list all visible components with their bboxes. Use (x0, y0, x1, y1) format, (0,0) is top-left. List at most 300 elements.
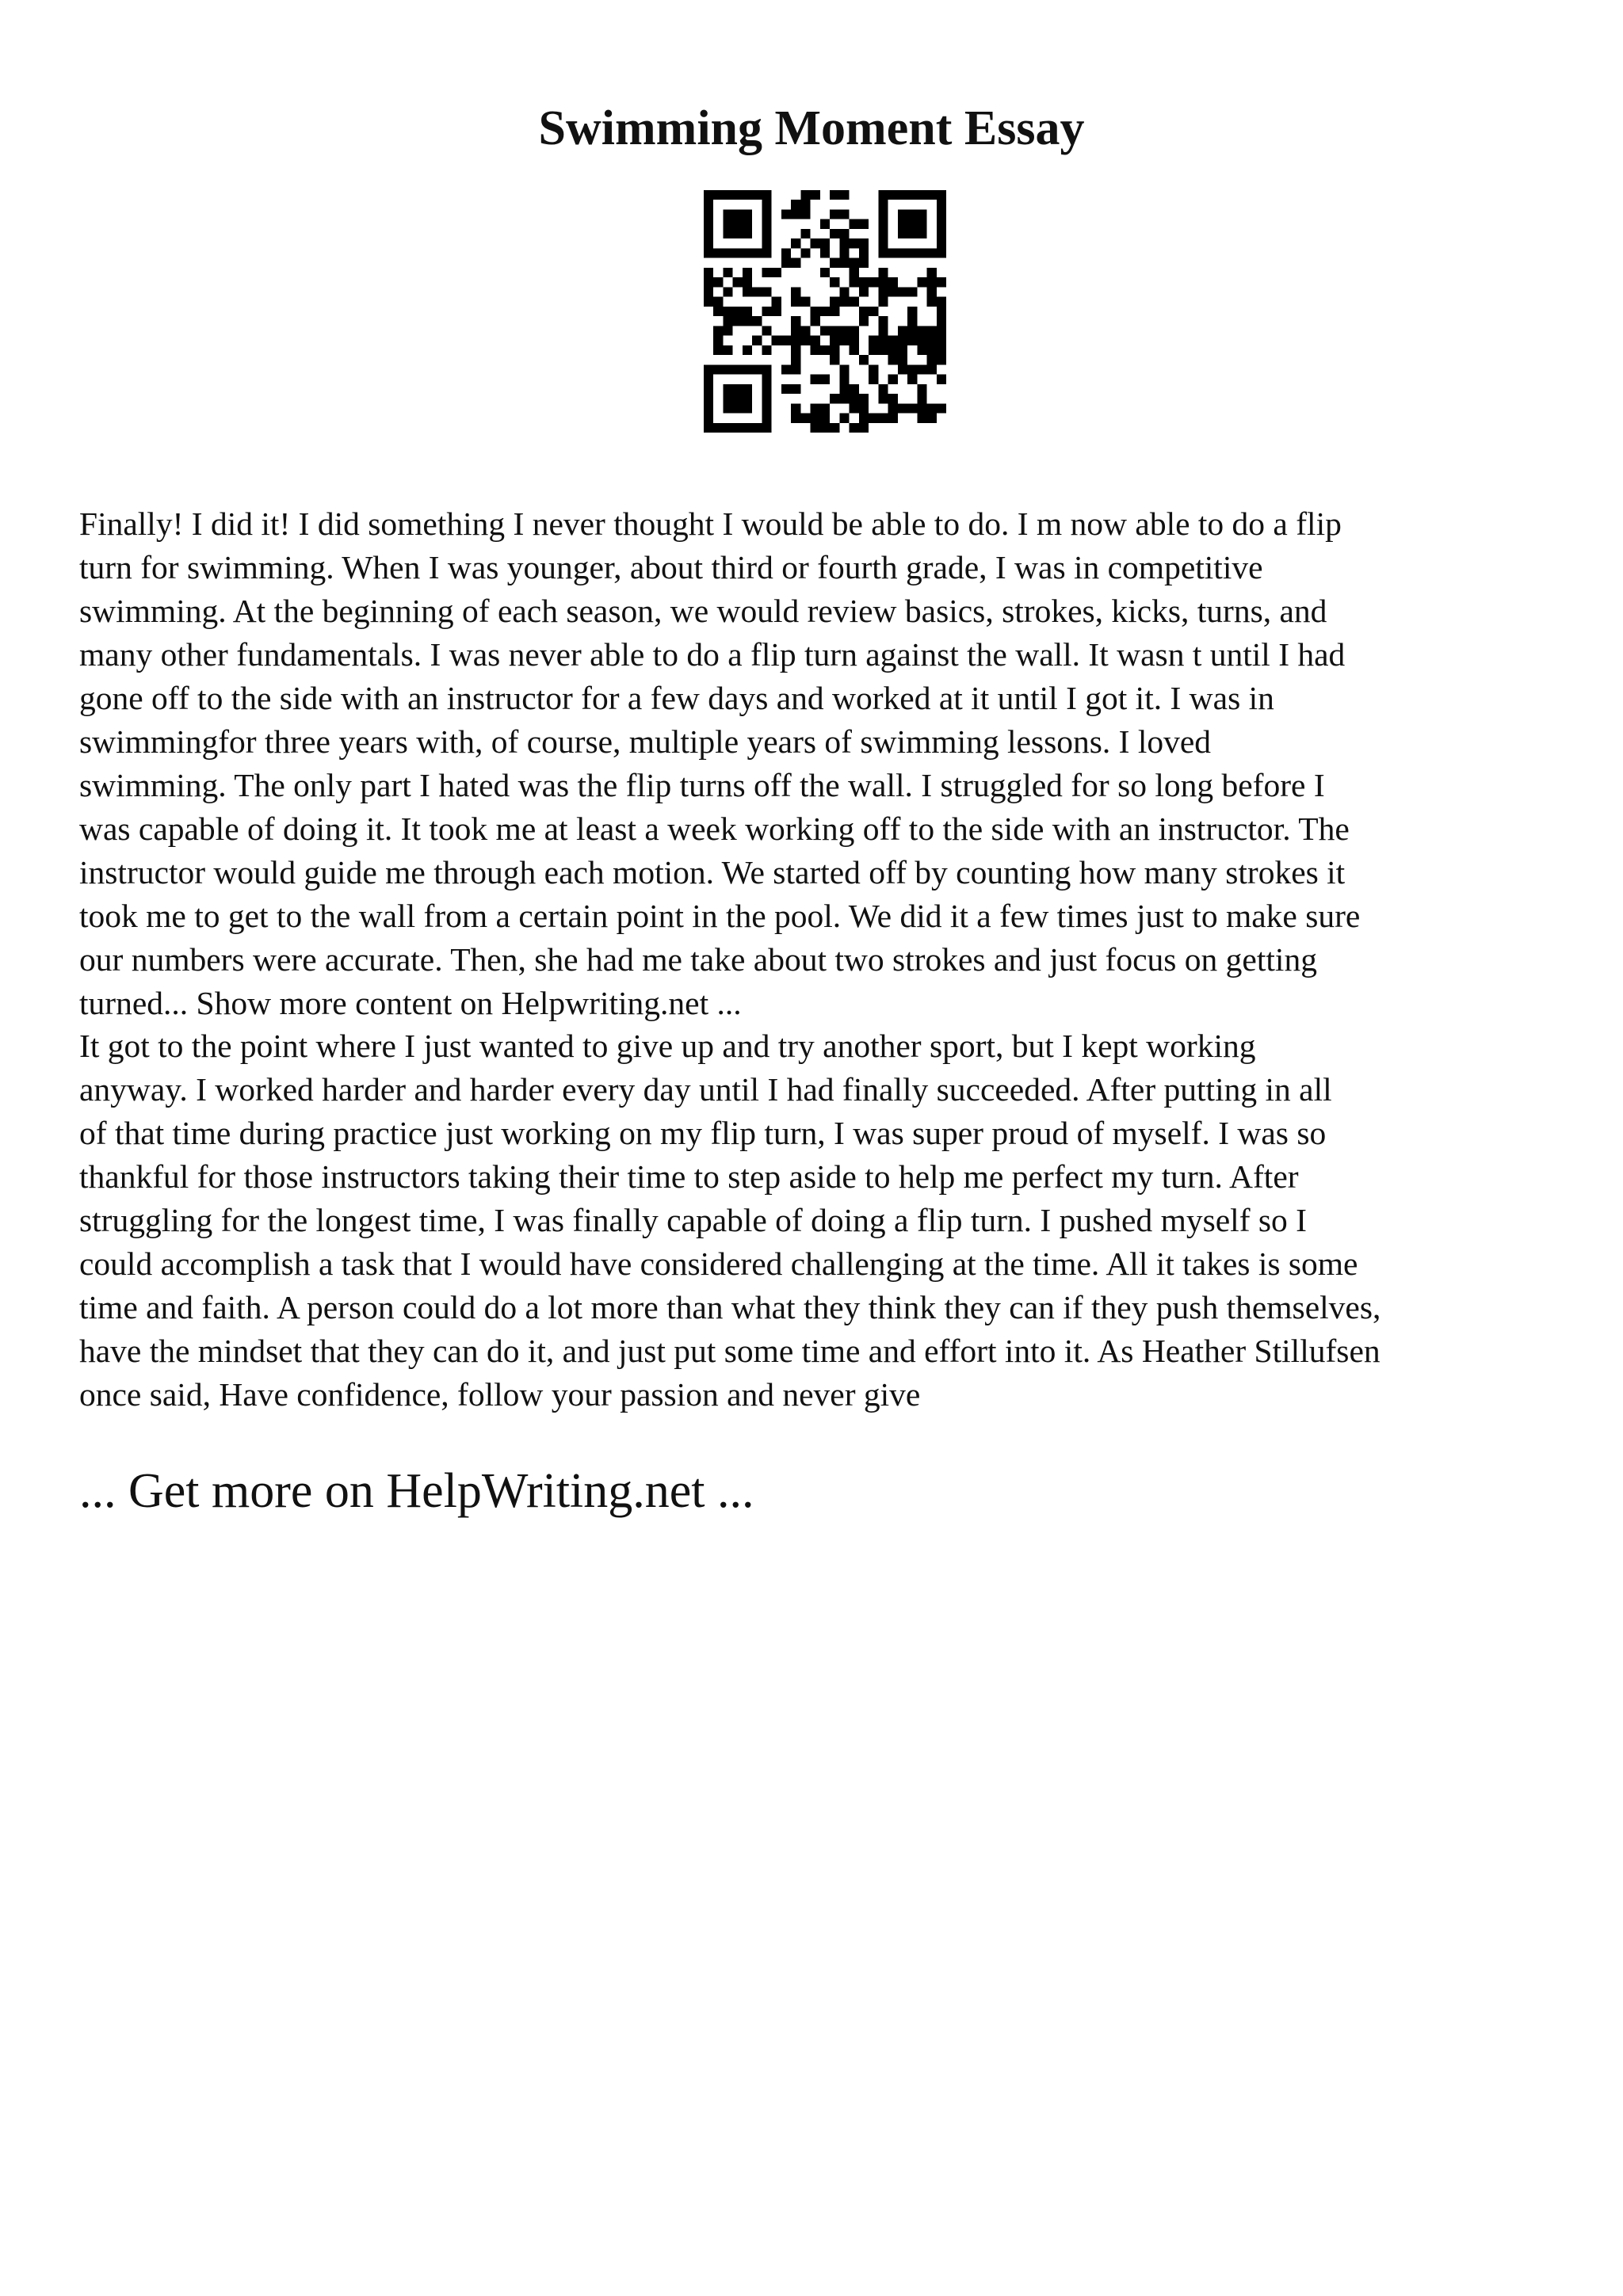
qr-module (811, 423, 820, 433)
qr-module (704, 219, 713, 229)
qr-module (762, 423, 771, 433)
qr-module (820, 307, 830, 316)
essay-paragraph-1 (79, 502, 1561, 1025)
qr-module (772, 268, 781, 277)
qr-module (859, 248, 869, 257)
qr-module (820, 345, 830, 355)
qr-module (733, 248, 743, 257)
qr-module (723, 345, 732, 355)
qr-module (898, 403, 907, 413)
qr-module (713, 190, 723, 200)
qr-module (811, 345, 820, 355)
qr-module (762, 307, 771, 316)
qr-module (850, 423, 859, 433)
qr-module (878, 268, 888, 277)
qr-module (917, 219, 926, 229)
qr-module (917, 364, 926, 374)
qr-module (888, 190, 898, 200)
qr-module (704, 375, 713, 384)
qr-module (839, 229, 849, 238)
qr-module (850, 238, 859, 248)
qr-module (937, 277, 946, 287)
qr-module (704, 238, 713, 248)
qr-module (800, 326, 810, 335)
qr-module (850, 384, 859, 394)
qr-module (791, 364, 800, 374)
qr-module (917, 229, 926, 238)
qr-module (927, 336, 937, 345)
paragraph-line: many other fundamentals. I was never able to do a flip turn against the wall. It wasn t until I had (79, 636, 1346, 673)
qr-module (743, 219, 752, 229)
qr-module (878, 209, 888, 219)
qr-module (888, 287, 898, 296)
qr-module (878, 219, 888, 229)
qr-module (839, 375, 849, 384)
qr-module (937, 345, 946, 355)
qr-module (762, 403, 771, 413)
qr-module (898, 355, 907, 364)
qr-module (704, 364, 713, 374)
qr-module (859, 355, 869, 364)
paragraph-line: have the mindset that they can do it, and just put some time and effort into it. As Heather Stillufsen (79, 1333, 1381, 1369)
qr-module (733, 190, 743, 200)
qr-module (869, 345, 878, 355)
qr-module (723, 190, 732, 200)
qr-module (752, 423, 762, 433)
qr-module (752, 248, 762, 257)
qr-module (772, 297, 781, 307)
qr-module (791, 326, 800, 335)
qr-module (713, 297, 723, 307)
qr-module (811, 414, 820, 423)
qr-module (800, 209, 810, 219)
qr-module (898, 326, 907, 335)
qr-module (743, 287, 752, 296)
qr-module (723, 423, 732, 433)
qr-module (937, 248, 946, 257)
qr-module (800, 190, 810, 200)
qr-module (839, 364, 849, 374)
qr-module (917, 277, 926, 287)
qr-module (907, 326, 917, 335)
qr-module (839, 287, 849, 296)
qr-module (927, 364, 937, 374)
qr-module (743, 316, 752, 326)
qr-module (869, 375, 878, 384)
qr-module (859, 403, 869, 413)
qr-module (917, 209, 926, 219)
qr-module (723, 326, 732, 335)
qr-module (830, 355, 839, 364)
qr-module (937, 229, 946, 238)
qr-module (733, 394, 743, 403)
qr-module (733, 384, 743, 394)
paragraph-line: Finally! I did it! I did something I never thought I would be able to do. I m now able to do a flip (79, 505, 1342, 542)
qr-module (781, 258, 791, 268)
qr-module (704, 423, 713, 433)
qr-module (713, 248, 723, 257)
qr-module (869, 364, 878, 374)
paragraph-line: struggling for the longest time, I was finally capable of doing a flip turn. I pushed myself so I (79, 1202, 1307, 1238)
paragraph-line: was capable of doing it. It took me at least a week working off to the side with an instructor. The (79, 810, 1350, 847)
qr-module (937, 375, 946, 384)
qr-module (723, 209, 732, 219)
qr-module (830, 209, 839, 219)
qr-module (713, 336, 723, 345)
qr-module (850, 258, 859, 268)
paragraph-line: our numbers were accurate. Then, she had me take about two strokes and just focus on getting (79, 941, 1317, 978)
qr-module (907, 316, 917, 326)
paragraph-line: instructor would guide me through each motion. We started off by counting how many strokes it (79, 854, 1346, 891)
qr-module (723, 307, 732, 316)
qr-module (830, 229, 839, 238)
qr-module (820, 219, 830, 229)
qr-module (927, 297, 937, 307)
qr-module (791, 238, 800, 248)
qr-module (927, 345, 937, 355)
qr-module (791, 316, 800, 326)
qr-module (772, 307, 781, 316)
qr-module (791, 403, 800, 413)
qr-module (733, 277, 743, 287)
qr-module (869, 307, 878, 316)
qr-module (820, 375, 830, 384)
qr-module (762, 238, 771, 248)
qr-module (713, 277, 723, 287)
qr-module (869, 336, 878, 345)
qr-module (743, 364, 752, 374)
qr-module (762, 229, 771, 238)
qr-module (713, 423, 723, 433)
qr-module (762, 219, 771, 229)
qr-module (723, 384, 732, 394)
qr-module (762, 414, 771, 423)
qr-module (743, 268, 752, 277)
qr-module (859, 394, 869, 403)
qr-module (743, 394, 752, 403)
paragraph-line: could accomplish a task that I would have considered challenging at the time. All it takes is some (79, 1245, 1358, 1282)
qr-module (907, 307, 917, 316)
qr-module (704, 229, 713, 238)
qr-module (898, 190, 907, 200)
qr-module (830, 394, 839, 403)
essay-paragraph-2 (79, 1024, 1561, 1417)
qr-module (762, 375, 771, 384)
qr-module (733, 423, 743, 433)
qr-module (830, 190, 839, 200)
qr-module (888, 394, 898, 403)
qr-module (878, 297, 888, 307)
qr-module (839, 394, 849, 403)
qr-module (723, 229, 732, 238)
qr-module (917, 248, 926, 257)
qr-module (839, 258, 849, 268)
qr-module (762, 326, 771, 335)
get-more-link[interactable]: ... Get more on HelpWriting.net ... (79, 1464, 754, 1518)
paragraph-line: took me to get to the wall from a certain point in the pool. We did it a few times just to make sure (79, 898, 1361, 934)
qr-module (917, 414, 926, 423)
qr-module (752, 336, 762, 345)
qr-module (907, 287, 917, 296)
qr-module (839, 190, 849, 200)
qr-module (878, 336, 888, 345)
qr-module (811, 316, 820, 326)
qr-module (704, 297, 713, 307)
qr-module (811, 375, 820, 384)
qr-module (898, 364, 907, 374)
qr-module (859, 287, 869, 296)
qr-module (888, 345, 898, 355)
qr-module (704, 287, 713, 296)
qr-module (704, 190, 713, 200)
qr-module (820, 414, 830, 423)
qr-module (917, 394, 926, 403)
qr-module (888, 248, 898, 257)
qr-module (927, 268, 937, 277)
qr-module (839, 326, 849, 335)
qr-module (800, 336, 810, 345)
qr-module (723, 287, 732, 296)
qr-module (704, 403, 713, 413)
paragraph-line: It got to the point where I just wanted to give up and try another sport, but I kept working (79, 1028, 1256, 1064)
qr-module (927, 326, 937, 335)
qr-module (762, 200, 771, 209)
qr-module (898, 336, 907, 345)
qr-module (937, 326, 946, 335)
qr-module (859, 423, 869, 433)
qr-module (820, 326, 830, 335)
qr-code-icon (704, 190, 946, 433)
qr-module (927, 414, 937, 423)
qr-module (917, 336, 926, 345)
qr-module (781, 209, 791, 219)
qr-module (898, 287, 907, 296)
qr-module (811, 336, 820, 345)
qr-module (839, 414, 849, 423)
qr-module (713, 326, 723, 335)
qr-module (811, 307, 820, 316)
qr-module (791, 287, 800, 296)
qr-module (927, 190, 937, 200)
qr-module (907, 364, 917, 374)
paragraph-line: swimming. At the beginning of each season, we would review basics, strokes, kicks, turns, and (79, 593, 1327, 629)
qr-module (907, 375, 917, 384)
qr-module (888, 403, 898, 413)
qr-module (878, 190, 888, 200)
paragraph-line: swimming. The only part I hated was the flip turns off the wall. I struggled for so long before I (79, 767, 1325, 803)
qr-module (820, 238, 830, 248)
qr-module (839, 384, 849, 394)
qr-module (850, 403, 859, 413)
qr-module (723, 219, 732, 229)
qr-module (937, 219, 946, 229)
qr-module (704, 394, 713, 403)
qr-module (937, 316, 946, 326)
qr-module (733, 316, 743, 326)
qr-module (898, 345, 907, 355)
qr-module (878, 238, 888, 248)
qr-module (839, 336, 849, 345)
qr-module (830, 336, 839, 345)
qr-module (878, 345, 888, 355)
qr-module (839, 209, 849, 219)
qr-module (907, 403, 917, 413)
qr-module (937, 209, 946, 219)
qr-module (859, 277, 869, 287)
qr-module (927, 248, 937, 257)
qr-module (927, 277, 937, 287)
qr-module (830, 345, 839, 355)
qr-module (878, 200, 888, 209)
qr-module (752, 364, 762, 374)
qr-module (743, 248, 752, 257)
qr-module (723, 316, 732, 326)
qr-module (850, 345, 859, 355)
qr-module (762, 287, 771, 296)
qr-module (800, 229, 810, 238)
document-title: Swimming Moment Essay (538, 101, 1085, 155)
qr-module (927, 287, 937, 296)
qr-module (743, 277, 752, 287)
qr-module (888, 414, 898, 423)
qr-module (781, 248, 791, 257)
qr-module (733, 229, 743, 238)
qr-module (859, 307, 869, 316)
qr-module (878, 394, 888, 403)
qr-module (791, 209, 800, 219)
qr-module (743, 209, 752, 219)
qr-module (704, 277, 713, 287)
qr-module (733, 209, 743, 219)
qr-module (733, 307, 743, 316)
qr-module (830, 307, 839, 316)
paragraph-line: thankful for those instructors taking their time to step aside to help me perfect my turn. After (79, 1158, 1299, 1195)
qr-module (830, 258, 839, 268)
qr-module (713, 307, 723, 316)
qr-module (869, 277, 878, 287)
qr-module (850, 277, 859, 287)
qr-module (800, 200, 810, 209)
qr-module (937, 403, 946, 413)
qr-module (781, 364, 791, 374)
qr-module (830, 326, 839, 335)
qr-module (723, 403, 732, 413)
qr-module (907, 248, 917, 257)
qr-module (859, 414, 869, 423)
qr-module (800, 248, 810, 257)
qr-module (723, 268, 732, 277)
qr-module (762, 248, 771, 257)
qr-module (898, 229, 907, 238)
qr-module (743, 229, 752, 238)
paragraph-line: time and faith. A person could do a lot more than what they think they can if they push themselves, (79, 1289, 1381, 1325)
qr-module (907, 336, 917, 345)
qr-module (752, 190, 762, 200)
paragraph-line: gone off to the side with an instructor for a few days and worked at it until I got it. I was in (79, 680, 1274, 716)
qr-module (850, 336, 859, 345)
qr-module (937, 238, 946, 248)
qr-module (859, 258, 869, 268)
qr-module (752, 287, 762, 296)
qr-module (723, 248, 732, 257)
qr-module (762, 190, 771, 200)
qr-module (839, 297, 849, 307)
qr-module (927, 403, 937, 413)
qr-module (927, 355, 937, 364)
qr-module (839, 248, 849, 257)
qr-module (791, 336, 800, 345)
qr-module (781, 336, 791, 345)
qr-module (888, 375, 898, 384)
qr-module (937, 336, 946, 345)
qr-module (937, 307, 946, 316)
qr-module (820, 423, 830, 433)
qr-module (713, 364, 723, 374)
qr-module (781, 384, 791, 394)
qr-module (791, 384, 800, 394)
qr-module (791, 414, 800, 423)
qr-module (800, 297, 810, 307)
qr-module (917, 190, 926, 200)
qr-module (869, 414, 878, 423)
qr-module (917, 345, 926, 355)
paragraph-line: once said, Have confidence, follow your passion and never give (79, 1376, 921, 1413)
qr-module (878, 326, 888, 335)
qr-module (704, 209, 713, 219)
paragraph-line: swimmingfor three years with, of course, multiple years of swimming lessons. I loved (79, 723, 1212, 760)
qr-module (888, 355, 898, 364)
qr-module (859, 219, 869, 229)
paragraph-line: anyway. I worked harder and harder every day until I had finally succeeded. After putting in all (79, 1071, 1332, 1108)
qr-module (830, 423, 839, 433)
qr-module (791, 355, 800, 364)
qr-module (743, 345, 752, 355)
qr-module (743, 403, 752, 413)
qr-module (907, 209, 917, 219)
qr-module (859, 238, 869, 248)
qr-module (762, 384, 771, 394)
paragraph-line: of that time during practice just working on my flip turn, I was super proud of myself. I was so (79, 1115, 1327, 1151)
qr-module (898, 248, 907, 257)
qr-module (733, 364, 743, 374)
qr-module (878, 229, 888, 238)
qr-module (704, 248, 713, 257)
qr-module (762, 209, 771, 219)
qr-module (723, 394, 732, 403)
qr-module (937, 200, 946, 209)
qr-module (878, 384, 888, 394)
qr-module (723, 364, 732, 374)
qr-module (704, 384, 713, 394)
qr-module (898, 219, 907, 229)
qr-module (733, 219, 743, 229)
qr-module (850, 326, 859, 335)
qr-module (820, 248, 830, 257)
qr-module (907, 190, 917, 200)
qr-module (762, 364, 771, 374)
qr-module (733, 403, 743, 413)
qr-module (937, 355, 946, 364)
qr-module (878, 277, 888, 287)
qr-module (820, 268, 830, 277)
qr-module (830, 297, 839, 307)
qr-module (888, 336, 898, 345)
qr-module (811, 238, 820, 248)
qr-module (743, 423, 752, 433)
qr-module (907, 229, 917, 238)
qr-module (850, 394, 859, 403)
qr-module (830, 277, 839, 287)
